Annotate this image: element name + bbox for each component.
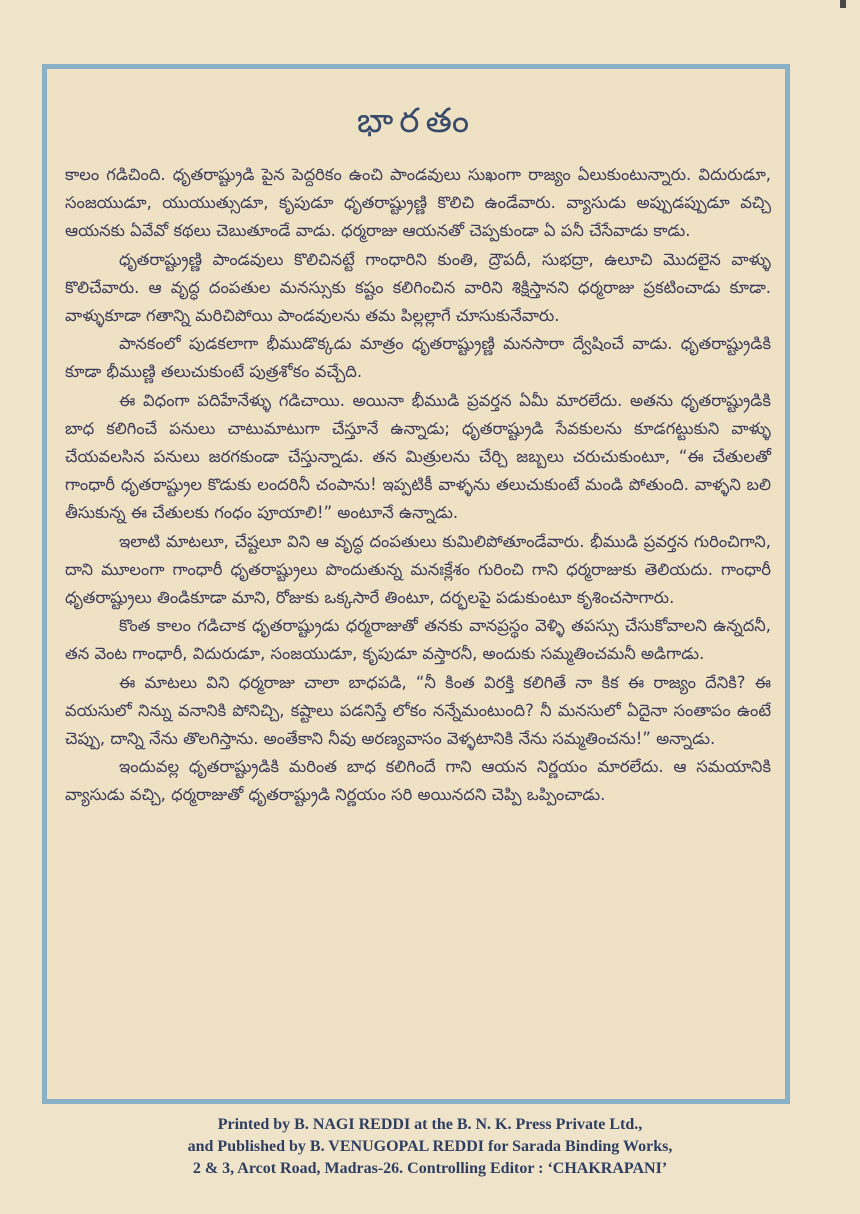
imprint-line: and Published by B. VENUGOPAL REDDI for Sarada Binding Works, — [187, 1138, 673, 1155]
paragraph: ఈ విధంగా పదిహేనేళ్ళు గడిచాయి. అయినా భీముడి ప్రవర్తన ఏమీ మారలేదు. అతను ధృతరాష్ట్రుడికి బాధ కలిగించే పనులు చాటుమాటుగా చేస్తూనే ఉన్నాడు; ధృతరాష్ట్రుడి సేవకులను కూడగట్టుకుని వాళ్ళు చేయవలసిన పనులు జరగకుండా చేస్తున్నాడు. తన మిత్రులను చేర్చి జబ్బలు చరుచుకుంటూ, “ఈ చేతులతో గాంధారీ ధృతరాష్ట్రుల కొడుకు లందరినీ చంపాను! ఇప్పటికీ వాళ్ళను తలుచుకుంటే మండి పోతుంది. వాళ్ళని బలి తీసుకున్న ఈ చేతులకు గంధం పూయాలి!” అంటూనే ఉన్నాడు. — [65, 390, 771, 523]
imprint-footer — [0, 1114, 860, 1180]
story-frame — [42, 64, 790, 1104]
paragraph: ఈ మాటలు విని ధర్మరాజు చాలా బాధపడి, “నీ కింత విరక్తి కలిగితే నా కిక ఈ రాజ్యం దేనికి? ఈ వయసులో నిన్ను వనానికి పోనిచ్చి, కష్టాలు పడనిస్తే లోకం నన్నేమంటుంది? నీ మనసులో ఏదైనా సంతాపం ఉంటే చెప్పు, దాన్ని నేను తొలగిస్తాను. అంతేకాని నీవు అరణ్యవాసం వెళ్ళటానికి నేను సమ్మతించను!” అన్నాడు. — [65, 672, 771, 749]
corner-mark — [840, 0, 846, 8]
page-title: భారతం — [356, 101, 476, 141]
paragraph: కాలం గడిచింది. ధృతరాష్ట్రుడి పైన పెద్దరికం ఉంచి పాండవులు సుఖంగా రాజ్యం ఏలుకుంటున్నారు. విదురుడూ, సంజయుడూ, యుయుత్సుడూ, కృపుడూ ధృతరాష్ట్రుణ్ణి కొలిచి ఉండేవారు. వ్యాసుడు అప్పుడప్పుడూ వచ్చి ఆయనకు ఏవేవో కథలు చెబుతూండే వాడు. ధర్మరాజు ఆయనతో చెప్పకుండా ఏ పనీ చేసేవాడు కాడు. — [65, 165, 771, 241]
paragraph: ఇలాటి మాటలూ, చేష్టలూ విని ఆ వృద్ధ దంపతులు కుమిలిపోతూండేవారు. భీముడి ప్రవర్తన గురించిగాని, దాని మూలంగా గాంధారీ ధృతరాష్ట్రులు పొందుతున్న మనఃక్లేశం గురించి గాని ధర్మరాజుకు తెలియదు. గాంధారీ ధృతరాష్ట్రులు తిండికూడా మాని, రోజుకు ఒక్కసారే తింటూ, దర్భలపై పడుకుంటూ కృశించసాగారు. — [65, 531, 771, 608]
imprint-line: Printed by B. NAGI REDDI at the B. N. K. Press Private Ltd., — [217, 1116, 643, 1133]
story-body — [65, 161, 771, 810]
paragraph: ఇందువల్ల ధృతరాష్ట్రుడికి మరింత బాధ కలిగిందే గాని ఆయన నిర్ణయం మారలేదు. ఆ సమయానికి వ్యాసుడు వచ్చి, ధర్మరాజుతో ధృతరాష్ట్రుడి నిర్ణయం సరి అయినదని చెప్పి ఒప్పించాడు. — [65, 757, 771, 805]
paragraph: కొంత కాలం గడిచాక ధృతరాష్ట్రుడు ధర్మరాజుతో తనకు వానప్రస్థం వెళ్ళి తపస్సు చేసుకోవాలని ఉన్నదనీ, తన వెంట గాంధారీ, విదురుడూ, సంజయుడూ, కృపుడూ వస్తారనీ, అందుకు సమ్మతించమనీ అడిగాడు. — [65, 616, 771, 664]
imprint-line: 2 & 3, Arcot Road, Madras-26. Controlling Editor : ‘CHAKRAPANI’ — [192, 1160, 668, 1177]
paragraph: ధృతరాష్ట్రుణ్ణి పాండవులు కొలిచినట్టే గాంధారిని కుంతి, ద్రౌపదీ, సుభద్రా, ఉలూచి మొదలైన వాళ్ళు కొలిచేవారు. ఆ వృద్ధ దంపతుల మనస్సుకు కష్టం కలిగించిన వారిని శిక్షిస్తానని ధర్మరాజు ప్రకటించాడు కూడా. వాళ్ళుకూడా గతాన్ని మరిచిపోయి పాండవులను తమ పిల్లల్లాగే చూసుకునేవారు. — [65, 249, 771, 326]
paragraph: పానకంలో పుడకలాగా భీముడొక్కడు మాత్రం ధృతరాష్ట్రుణ్ణి మనసారా ద్వేషించే వాడు. ధృతరాష్ట్రుడికి కూడా భీముణ్ణి తలుచుకుంటే పుత్రశోకం వచ్చేది. — [65, 334, 771, 382]
